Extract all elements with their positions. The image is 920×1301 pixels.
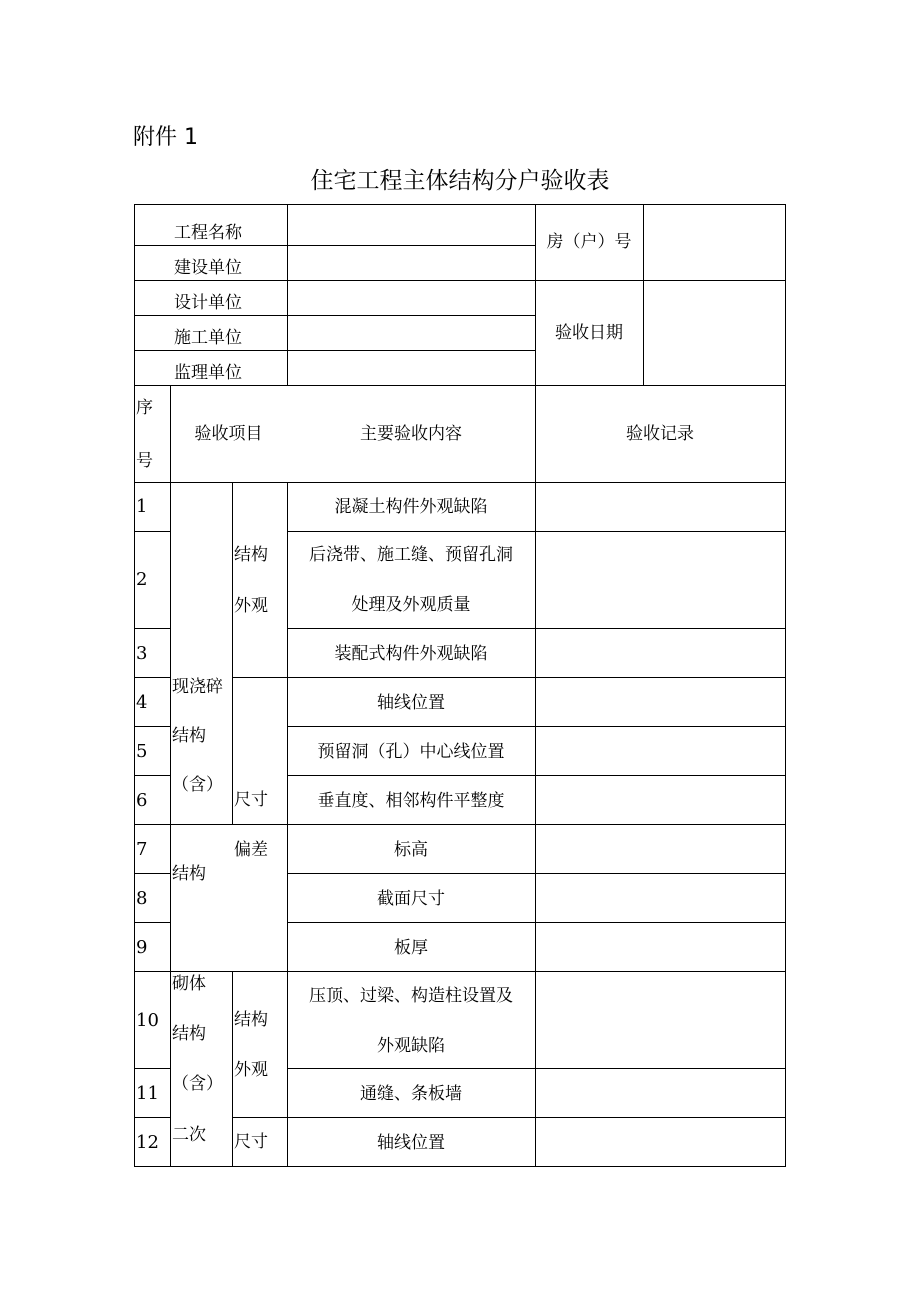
seq-header-2: 号 [136,451,153,471]
row-number: 1 [136,496,148,517]
group-cast-label-1: 现浇碎 [172,677,223,697]
row-content: 垂直度、相邻构件平整度 [317,791,505,811]
row-content: 装配式构件外观缺陷 [334,644,488,664]
date-label: 验收日期 [555,323,623,343]
row-content: 轴线位置 [377,693,445,713]
record-header: 验收记录 [626,424,694,444]
row-content: 预留洞（孔）中心线位置 [317,742,505,762]
group-cast-label-3: （含） [172,775,223,795]
group-masonry-label-1: 砌体 [172,974,206,994]
group-m-appearance-label-2: 外观 [234,1060,268,1080]
row-content: 截面尺寸 [377,889,445,909]
group-masonry-label-2: 结构 [172,1024,206,1044]
contractor-label: 施工单位 [174,328,242,348]
row-number: 6 [136,790,148,811]
designer-label: 设计单位 [174,293,242,313]
group-masonry-label-3: （含） [172,1074,223,1094]
group-appearance-label-2: 外观 [234,596,268,616]
group-cast-label-4: 结构 [172,864,206,884]
seq-header-1: 序 [136,398,153,418]
row-content: 混凝土构件外观缺陷 [334,497,488,517]
room-no-label: 房（户）号 [546,232,632,252]
row-number: 9 [136,937,148,958]
row-number: 4 [136,692,148,713]
row-number: 10 [136,1010,159,1031]
row-number: 11 [136,1083,159,1104]
group-m-appearance-label-1: 结构 [234,1010,268,1030]
content-header: 主要验收内容 [360,424,462,444]
group-m-size-label-1: 尺寸 [234,1132,268,1152]
group-appearance-label-1: 结构 [234,545,268,565]
page-title: 住宅工程主体结构分户验收表 [310,168,610,194]
row-content: 后浇带、施工缝、预留孔洞 [309,545,513,565]
row-content-line2: 处理及外观质量 [351,595,471,615]
row-number: 7 [136,839,148,860]
group-masonry-label-4: 二次 [172,1125,206,1145]
row-content: 轴线位置 [377,1133,445,1153]
row-number: 3 [136,643,148,664]
supervisor-label: 监理单位 [174,363,242,383]
builder-label: 建设单位 [174,258,242,278]
row-number: 2 [136,569,148,590]
attachment-label: 附件 1 [133,125,198,150]
row-content: 标高 [394,840,428,860]
row-content-line2: 外观缺陷 [377,1036,445,1056]
project-name-label: 工程名称 [174,223,242,243]
group-size-label-2: 偏差 [234,840,268,860]
row-content: 压顶、过梁、构造柱设置及 [309,986,513,1006]
group-cast-label-2: 结构 [172,726,206,746]
row-number: 8 [136,888,148,909]
row-number: 12 [136,1132,159,1153]
group-size-label-1: 尺寸 [234,790,268,810]
row-content: 通缝、条板墙 [360,1084,462,1104]
item-header: 验收项目 [194,424,263,444]
row-number: 5 [136,741,148,762]
row-content: 板厚 [394,938,428,958]
